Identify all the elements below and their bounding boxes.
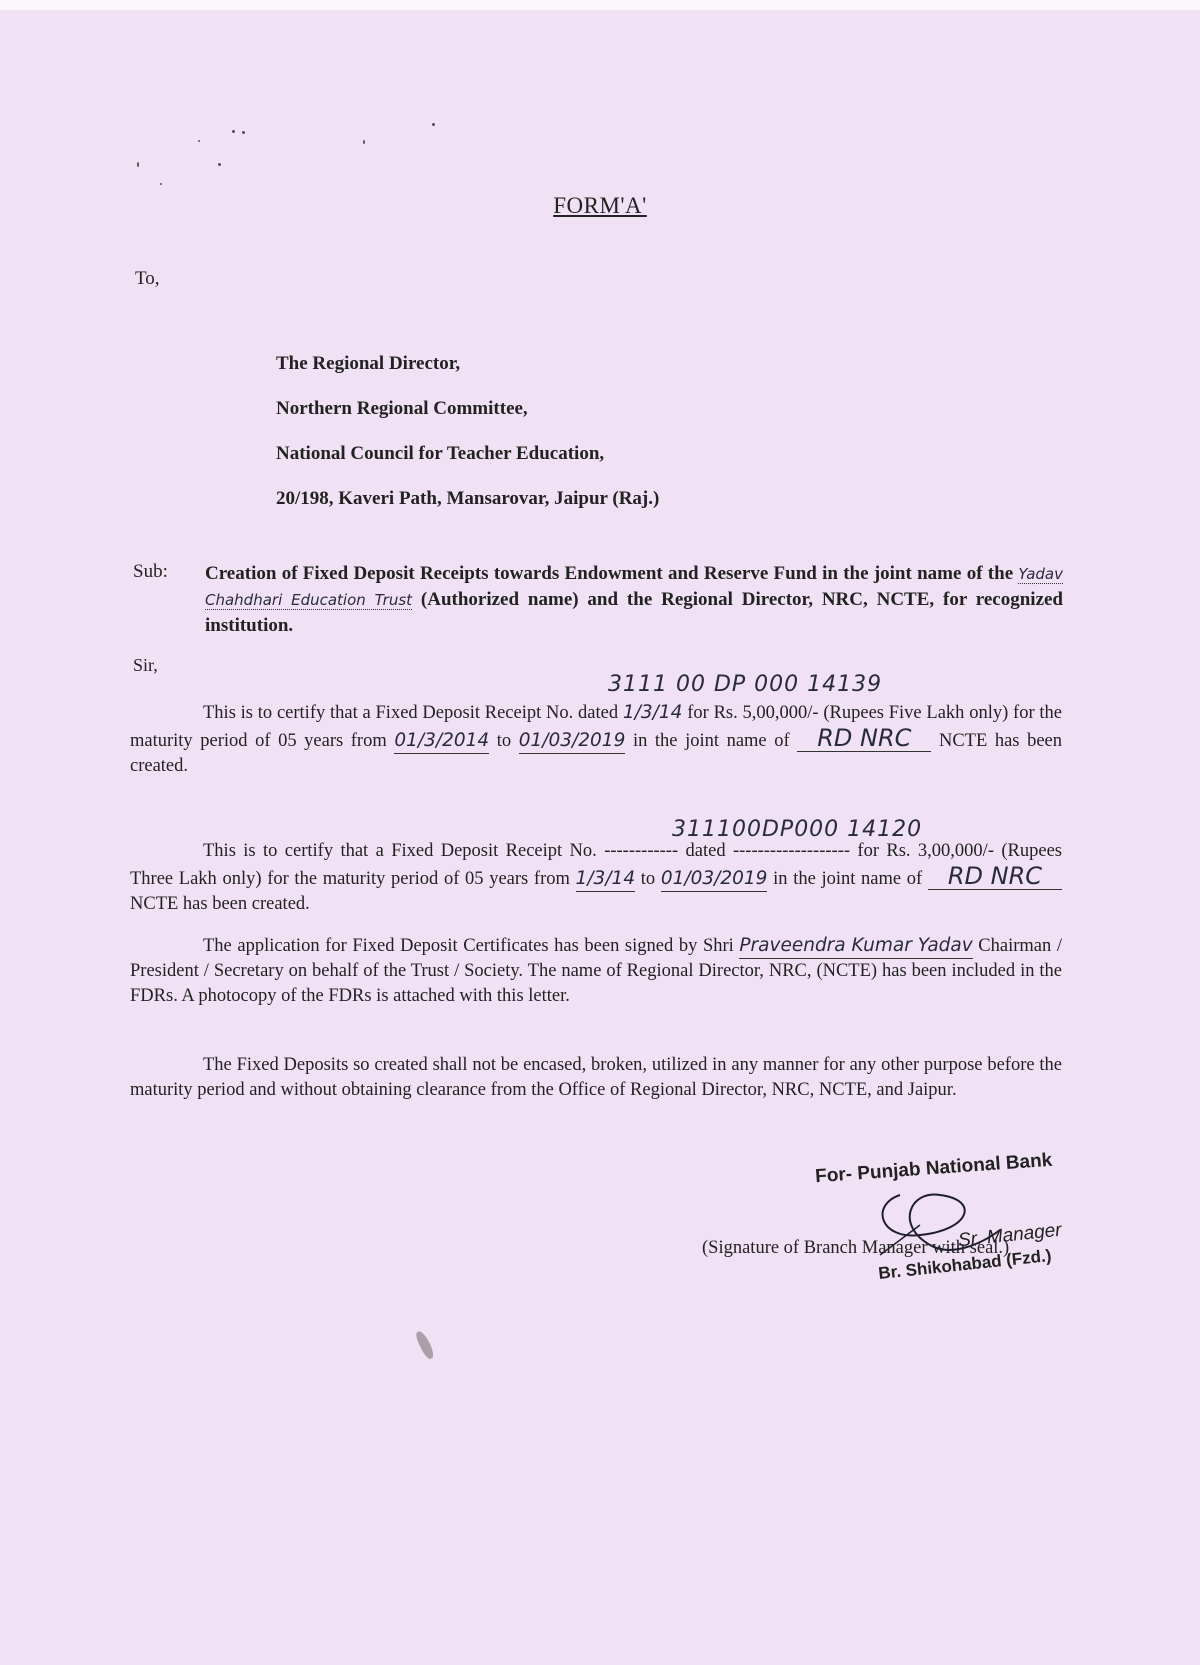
- handwritten-to-date: 01/03/2019: [519, 728, 626, 754]
- page-top-edge: [0, 0, 1200, 10]
- subject-text-part: Creation of Fixed Deposit Receipts towards Endowment and Reserve Fund in the joint name of the: [205, 563, 1014, 584]
- recipient-address: [276, 352, 659, 532]
- para-text: This is to certify that a Fixed Deposit Receipt No. ------------ dated ------------------- for Rs. 3,00,000/- (Rupees Three Lakh only) for the maturity period of 05 years from: [130, 841, 1062, 889]
- salutation-to: To,: [135, 268, 160, 289]
- greeting: Sir,: [133, 655, 158, 675]
- para-text: Shri: [702, 936, 734, 956]
- scan-speck: [137, 162, 139, 167]
- manager-stamp: Sr. Manager: [957, 1219, 1063, 1252]
- paragraph-fdr-2: [130, 839, 1062, 917]
- para-text: This is to certify that a Fixed Deposit Receipt No. dated: [203, 703, 619, 723]
- address-line: The Regional Director,: [276, 353, 461, 374]
- para-text: in the joint name of: [773, 869, 923, 889]
- para-text: to: [640, 869, 656, 889]
- paragraph-fdr-1: [130, 700, 1062, 779]
- para-text: NCTE has been created.: [130, 731, 1063, 776]
- para-text: for Rs. 5,00,000/- (Rupees Five Lakh only) for the maturity period of 05 years from: [130, 703, 1062, 751]
- address-line: National Council for Teacher Education,: [276, 443, 605, 464]
- address-line: 20/198, Kaveri Path, Mansarovar, Jaipur (Raj.): [276, 488, 660, 509]
- scan-speck: [218, 163, 221, 166]
- para-text: The Fixed Deposits so created shall not be encased, broken, utilized in any manner for any other purpose before the maturity period and without obtaining clearance from the Office of Regional Director, NRC, NCTE, and Jaipur.: [130, 1055, 1062, 1100]
- bank-stamp: For- Punjab National Bank: [814, 1149, 1053, 1188]
- handwritten-trust-name: Yadav Chahdhari Education Trust: [205, 565, 1063, 609]
- handwritten-joint-name: RD NRC: [797, 726, 931, 752]
- subject-text-part: (Authorized name) and the Regional Director, NRC, NCTE, for recognized institution.: [205, 589, 1064, 636]
- para-text: The application for Fixed Deposit Certificates has been signed by: [203, 936, 698, 956]
- subject-text: [205, 561, 1063, 638]
- scan-speck: [160, 183, 162, 185]
- branch-stamp: Br. Shikohabad (Fzd.): [877, 1245, 1053, 1284]
- address-line: Northern Regional Committee,: [276, 398, 528, 419]
- handwritten-receipt-number-2: 311100DP000 14120: [672, 817, 923, 842]
- para-text: in the joint name of: [632, 731, 790, 751]
- scan-speck: [232, 130, 235, 133]
- form-title: FORM'A': [553, 193, 647, 218]
- scan-speck: [432, 123, 435, 126]
- handwritten-receipt-number-1: 3111 00 DP 000 14139: [608, 672, 883, 697]
- paragraph-application: [130, 933, 1062, 1009]
- handwritten-signatory-name: Praveendra Kumar Yadav: [739, 933, 972, 959]
- handwritten-joint-name: RD NRC: [928, 864, 1062, 890]
- scan-speck: [363, 140, 365, 144]
- para-text: to: [496, 731, 512, 751]
- handwritten-date: 1/3/14: [622, 702, 683, 723]
- handwritten-to-date: 01/03/2019: [661, 866, 768, 892]
- paragraph-conditions: [130, 1053, 1062, 1103]
- scan-speck: [242, 131, 245, 134]
- handwritten-from-date: 1/3/14: [576, 866, 636, 892]
- scan-mark: [414, 1329, 436, 1360]
- signature-line: (Signature of Branch Manager with seal.): [702, 1238, 1010, 1258]
- handwritten-from-date: 01/3/2014: [394, 728, 489, 754]
- scan-speck: [198, 140, 200, 142]
- para-text: Chairman / President / Secretary on behalf of the Trust / Society. The name of Regional Director, NRC, (NCTE) has been included in the FDRs. A photocopy of the FDRs is attached with this letter.: [130, 936, 1062, 1006]
- para-text: NCTE has been created.: [130, 894, 310, 914]
- subject-label: Sub:: [133, 561, 168, 582]
